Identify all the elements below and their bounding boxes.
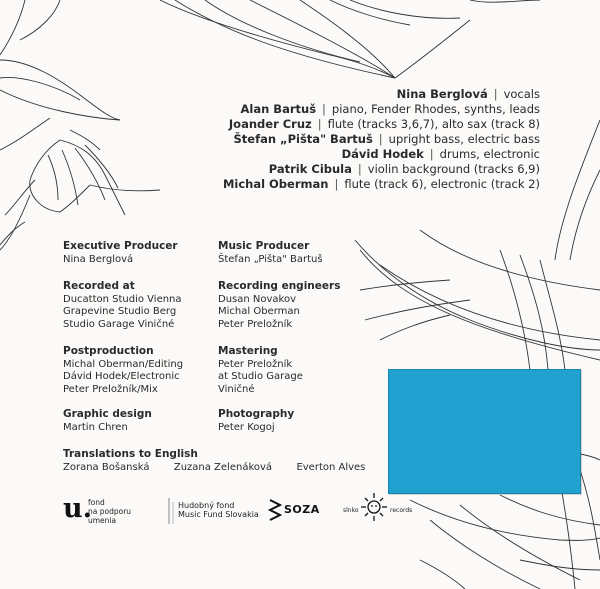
hudobny-fond-mark-icon bbox=[167, 498, 177, 524]
musician-name: Michal Oberman bbox=[222, 177, 329, 191]
credit-line: Studio Garage Viničné bbox=[63, 318, 175, 330]
musician-name: Dávid Hodek bbox=[341, 147, 424, 161]
musician-separator: | bbox=[493, 87, 498, 101]
musician-name: Joander Cruz bbox=[228, 117, 312, 131]
credit-line: Dusan Novakov bbox=[218, 293, 297, 305]
translator-name: Zuzana Zelenáková bbox=[173, 461, 273, 473]
executive-producer-heading: Executive Producer bbox=[63, 240, 178, 252]
soza-text: SOZA bbox=[284, 503, 320, 516]
postproduction-heading: Postproduction bbox=[63, 345, 154, 357]
translator-name: Zorana Bošanská bbox=[63, 461, 150, 473]
musician-role: flute (track 6), electronic (track 2) bbox=[344, 177, 540, 191]
recording-engineers-heading: Recording engineers bbox=[218, 280, 341, 292]
translator-name: Everton Alves bbox=[296, 461, 366, 473]
credit-line: Štefan „Pišta" Bartuš bbox=[218, 253, 323, 265]
musician-name: Nina Berglová bbox=[396, 87, 488, 101]
mastering-block bbox=[218, 345, 303, 396]
fpu-text-line: fond bbox=[88, 498, 105, 507]
blue-sticker bbox=[388, 369, 581, 494]
credit-line: Martin Chren bbox=[63, 421, 128, 433]
translations-heading: Translations to English bbox=[63, 448, 198, 460]
musician-role: piano, Fender Rhodes, synths, leads bbox=[331, 102, 540, 116]
credit-line: Peter Preložník bbox=[218, 358, 293, 370]
musician-separator: | bbox=[357, 162, 362, 176]
credit-line: at Studio Garage bbox=[218, 371, 303, 382]
credit-line: Dávid Hodek/Electronic bbox=[63, 371, 180, 382]
musician-name: Alan Bartuš bbox=[240, 102, 317, 116]
slnko-records-logo bbox=[343, 492, 423, 526]
recorded-at-block bbox=[63, 280, 182, 331]
credit-line: Ducatton Studio Vienna bbox=[63, 293, 182, 305]
recorded-at-heading: Recorded at bbox=[63, 280, 135, 292]
fpu-mark: u. bbox=[63, 493, 93, 524]
translations-block bbox=[63, 448, 365, 474]
mastering-heading: Mastering bbox=[218, 345, 278, 357]
fpu-text-line: umenia bbox=[88, 516, 117, 525]
musician-line bbox=[269, 162, 540, 177]
musician-separator: | bbox=[429, 147, 434, 161]
fpu-text-line: na podporu bbox=[88, 507, 132, 516]
musician-line bbox=[234, 132, 541, 147]
musician-role: vocals bbox=[503, 87, 540, 101]
slnko-text: slnko bbox=[343, 507, 359, 514]
musician-separator: | bbox=[378, 132, 383, 146]
music-producer-block bbox=[218, 240, 323, 266]
musician-line bbox=[397, 87, 540, 102]
graphic-design-heading: Graphic design bbox=[63, 408, 152, 420]
musician-separator: | bbox=[322, 102, 326, 116]
executive-producer-block bbox=[63, 240, 178, 266]
credit-line: Peter Preložník/Mix bbox=[63, 383, 158, 395]
credit-line: Peter Kogoj bbox=[218, 421, 275, 433]
musician-line bbox=[241, 102, 540, 117]
musician-line bbox=[229, 117, 540, 132]
musician-separator: | bbox=[334, 177, 339, 191]
recording-engineers-block bbox=[218, 280, 340, 331]
musician-name: Štefan „Pišta" Bartuš bbox=[233, 132, 373, 146]
musician-role: flute (tracks 3,6,7), alto sax (track 8) bbox=[327, 117, 540, 131]
sun-face-icon bbox=[361, 492, 387, 522]
credit-line: Michal Oberman bbox=[218, 306, 300, 317]
photography-heading: Photography bbox=[218, 408, 295, 420]
musician-line bbox=[223, 177, 540, 192]
musician-name: Patrik Cibula bbox=[268, 162, 352, 176]
credit-line: Michal Oberman/Editing bbox=[63, 358, 184, 370]
photography-block bbox=[218, 408, 294, 434]
soza-mark-icon bbox=[268, 497, 282, 523]
music-producer-heading: Music Producer bbox=[218, 240, 310, 252]
credit-line: Viničné bbox=[218, 383, 255, 395]
hudobny-fond-text-line: Hudobný fond bbox=[178, 501, 235, 510]
credit-line: Peter Preložník bbox=[218, 318, 293, 330]
records-text: records bbox=[390, 507, 413, 514]
musician-separator: | bbox=[317, 117, 322, 131]
hudobny-fond-text-line: Music Fund Slovakia bbox=[178, 510, 259, 519]
credit-line: Grapevine Studio Berg bbox=[63, 306, 177, 317]
credit-line: Nina Berglová bbox=[63, 253, 134, 265]
postproduction-block bbox=[63, 345, 183, 396]
musician-role: violin background (tracks 6,9) bbox=[367, 162, 540, 176]
musician-role: upright bass, electric bass bbox=[388, 132, 540, 146]
graphic-design-block bbox=[63, 408, 152, 434]
musician-role: drums, electronic bbox=[439, 147, 540, 161]
musician-line bbox=[342, 147, 540, 162]
